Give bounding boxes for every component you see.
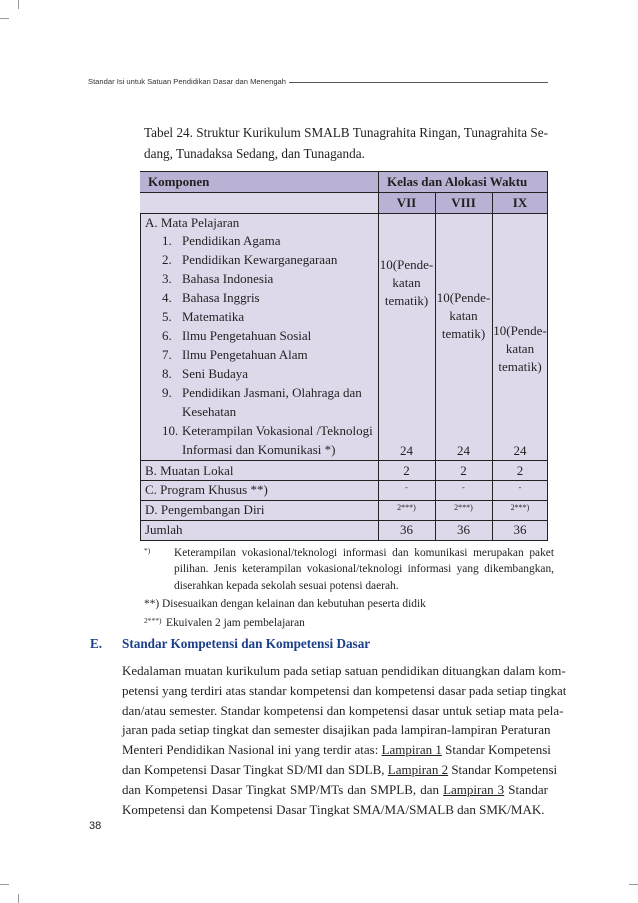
subject-number: 10. [162,423,179,438]
subject-name-cont: Kesehatan [182,404,237,419]
crop-mark [0,884,9,885]
note-1 [144,545,554,594]
table-rule [140,460,548,461]
table-rule [435,192,436,540]
tematik-line: 10(Pende- [493,323,547,338]
subject-number: 5. [162,309,172,324]
lampiran-2-link[interactable]: Lampiran 2 [387,761,449,777]
tematik-line: tematik) [384,293,429,308]
row-value: 2***) [510,503,530,512]
text-run: dan Kompetensi Dasar Tingkat SMP/MTs dan SMPLB, dan [122,781,444,797]
row-value: - [518,483,522,492]
tematik-total-vii: 24 [400,443,413,458]
table-rule [140,192,548,193]
tematik-viii [435,289,492,343]
row-value: 2 [460,463,467,478]
lampiran-3-link[interactable]: Lampiran 3 [443,781,505,797]
subject-number: 1. [162,233,172,248]
subject-name: Bahasa Inggris [182,290,260,305]
caption-line: Tabel 24. Struktur Kurikulum SMALB Tunagrahita Ringan, Tunagrahita Se- [144,125,548,140]
subject-number: 8. [162,366,172,381]
running-header-text: Standar Isi untuk Satuan Pendidikan Dasar dan Menengah [88,77,286,86]
tematik-line: 10(Pende- [436,290,491,305]
subject-name: Seni Budaya [182,366,249,381]
curriculum-table [140,171,548,541]
subject-number: 6. [162,328,172,343]
section-title: Standar Kompetensi dan Kompetensi Dasar [122,636,371,651]
paragraph-line: dan/atau semester. Standar kompetensi dan kompetensi dasar untuk setiap mata pela- [122,702,564,718]
tematik-ix [492,322,548,376]
row-value: - [405,483,408,492]
section-paragraph [122,661,567,819]
header-rule [289,82,548,83]
table-rule [547,171,548,540]
table-rule [140,540,548,541]
subject-name: Keterampilan Vokasional /Teknologi [182,423,373,438]
subject-name: Pendidikan Agama [182,233,281,248]
subject-name: Bahasa Indonesia [182,271,274,286]
lampiran-1-link[interactable]: Lampiran 1 [381,742,442,758]
tematik-vii [378,256,435,310]
row-label-jumlah: Jumlah [145,522,183,537]
table-rule [140,480,548,481]
note-text: Keterampilan vokasional/teknologi informasi dan komunikasi merupakan paket pilihan. Jenis keterampilan vokasional/teknologi informasi yang dikembangkan, diserahkan kepada sekolah sesuai potensi daerah. [174,547,554,592]
header-kelas-viii: VIII [451,195,476,210]
subject-number: 9. [162,385,172,400]
text-run: Standar [504,781,548,797]
crop-mark [18,894,19,903]
row-value: 2 [403,463,410,478]
row-value: 2 [516,463,524,478]
table-rule [378,171,379,540]
paragraph-line [122,780,548,800]
tematik-line: tematik) [498,359,542,374]
paragraph-line [122,760,558,780]
paragraph-line: petensi yang terdiri atas standar kompetensi dan kompetensi dasar pada setiap tingkat [122,682,567,698]
note-mark: 2***) [144,615,162,625]
subject-name: Ilmu Pengetahuan Sosial [182,328,312,343]
tematik-line: 10(Pende- [379,257,434,272]
subject-name: Pendidikan Jasmani, Olahraga dan [182,385,362,400]
subject-number: 2. [162,252,172,267]
page-number: 38 [89,820,102,832]
row-value: 36 [457,522,470,537]
table-notes [144,545,554,631]
subject-name: Pendidikan Kewarganegaraan [182,252,338,267]
table-caption [144,122,548,164]
tematik-line: tematik) [441,326,486,341]
header-kelas-ix: IX [512,195,528,210]
row-value: 36 [400,522,413,537]
row-value: 2***) [454,503,473,512]
text-run: Standar Kompetensi [448,761,558,777]
subject-number: 3. [162,271,172,286]
subject-name: Matematika [182,309,245,324]
table-rule [140,520,548,521]
paragraph-line: Kedalaman muatan kurikulum pada setiap satuan pendidikan dituangkan dalam kom- [122,663,566,678]
tematik-total-viii: 24 [457,443,470,458]
table-rule [140,213,548,214]
text-run: Menteri Pendidikan Nasional ini yang terdir atas: [122,742,382,758]
table-rule [140,171,548,172]
row-value: 36 [513,522,527,537]
note-mark: *) [144,546,151,555]
subject-number: 7. [162,347,172,362]
note-2: **) Disesuaikan dengan kelainan dan kebutuhan peserta didik [144,598,426,611]
table-rule [140,500,548,501]
crop-mark [629,884,638,885]
tematik-total-ix: 24 [513,443,527,458]
table-rule [492,192,493,540]
tematik-line: katan [505,341,535,356]
section-a-label: A. Mata Pelajaran [145,215,240,230]
caption-line: dang, Tunadaksa Sedang, dan Tunaganda. [144,146,365,161]
crop-mark [18,0,19,9]
text-run: dan Kompetensi Dasar Tingkat SD/MI dan SDLB, [122,761,388,777]
paragraph-line: Kompetensi dan Kompetensi Dasar Tingkat SMA/MA/SMALB dan SMK/MAK. [122,801,545,817]
tematik-line: katan [392,275,421,290]
section-heading [90,636,550,652]
subject-name: Ilmu Pengetahuan Alam [182,347,308,362]
header-kelas-vii: VII [396,195,417,210]
crop-mark [0,18,9,19]
row-value: - [462,483,465,492]
section-number: E. [90,636,103,651]
table-rule [140,213,141,540]
header-alokasi: Kelas dan Alokasi Waktu [387,174,528,189]
text-run: Standar Kompetensi [441,742,551,758]
note-text: Ekuivalen 2 jam pembelajaran [166,616,305,629]
row-label-pengembangan-diri: D. Pengembangan Diri [145,502,265,517]
row-value: 2***) [397,503,416,512]
header-komponen: Komponen [148,174,210,189]
tematik-line: katan [449,308,478,323]
row-label-muatan-lokal: B. Muatan Lokal [145,463,234,478]
paragraph-line [122,740,551,760]
subject-name-cont: Informasi dan Komunikasi *) [182,442,336,457]
running-header [88,77,548,86]
note-3 [144,615,554,631]
paragraph-line: jaran pada setiap tingkat dan semester disajikan pada lampiran-lampiran Peraturan [122,722,551,738]
row-label-program-khusus: C. Program Khusus **) [145,482,268,497]
subject-number: 4. [162,290,172,305]
